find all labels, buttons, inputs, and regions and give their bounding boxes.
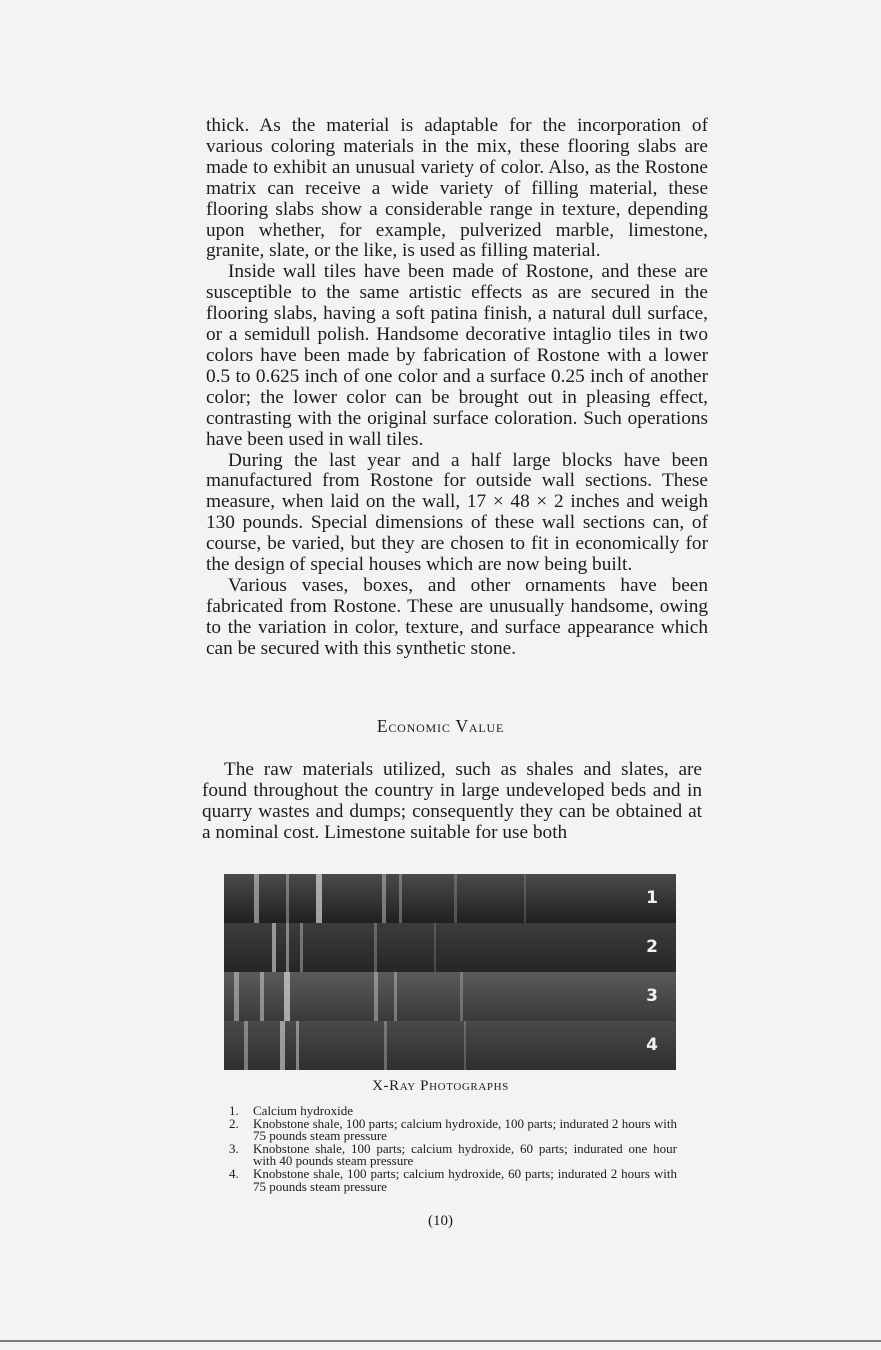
legend-text: Knobstone shale, 100 parts; calcium hydroxide, 60 parts; indurated 2 hours with 75 pounds steam pressure	[253, 1165, 677, 1194]
legend-number: 1.	[229, 1103, 239, 1118]
strip-label-2: 2	[646, 937, 658, 957]
page-number: (10)	[428, 1213, 453, 1229]
legend-number: 2.	[229, 1115, 239, 1131]
section-heading: Economic Value	[376, 716, 505, 736]
legend-text: Knobstone shale, 100 parts; calcium hydroxide, 100 parts; indurated 2 hours with 75 pounds steam pressure	[253, 1115, 677, 1144]
xray-strip-2	[224, 923, 676, 972]
legend-item	[229, 1115, 677, 1144]
paragraph-wall-tiles: Inside wall tiles have been made of Rostone, and these are susceptible to the same artistic effects as are secured in the flooring slabs, having a soft patina finish, a natural dull surface, or a semidull polish. Handsome decorative intaglio tiles in two colors have been made by fabrication of Rostone with a lower 0.5 to 0.625 inch of one color and a surface 0.25 inch of another color; the lower color can be brought out in pleasing effect, contrasting with the original surface coloration. Such operations have been used in wall tiles.	[206, 261, 708, 450]
paragraph-wall-sections: During the last year and a half large blocks have been manufactured from Rostone for outside wall sections. These measure, when laid on the wall, 17 × 48 × 2 inches and weigh 130 pounds. Special dimensions of these wall sections can, of course, be varied, but they are chosen to fit in economically for the design of special houses which are now being built.	[206, 449, 708, 576]
figure-legend	[229, 1105, 677, 1193]
paragraph-economic: The raw materials utilized, such as shales and slates, are found throughout the country in large undeveloped beds and in quarry wastes and dumps; consequently they can be obtained at a nominal cost. Limestone suitable for use both	[202, 759, 702, 843]
paragraph-flooring: thick. As the material is adaptable for the incorporation of various coloring materials in the mix, these flooring slabs are made to exhibit an unusual variety of color. Also, as the Rostone matrix can receive a wide variety of filling material, these flooring slabs show a considerable range in texture, depending upon whether, for example, pulverized marble, limestone, granite, slate, or the like, is used as filling material.	[206, 115, 708, 262]
paragraph-ornaments: Various vases, boxes, and other ornaments have been fabricated from Rostone. These are unusually handsome, owing to the variation in color, texture, and surface appearance which can be secured with this synthetic stone.	[206, 574, 708, 659]
economic-text	[202, 760, 702, 844]
legend-text: Calcium hydroxide	[253, 1103, 354, 1118]
xray-strip-3	[224, 972, 676, 1021]
xray-strip-1	[224, 874, 676, 923]
legend-text: Knobstone shale, 100 parts; calcium hydroxide, 60 parts; indurated one hour with 40 pounds steam pressure	[253, 1140, 677, 1169]
xray-photograph	[224, 874, 676, 1070]
body-text	[206, 116, 708, 660]
xray-strip-4	[224, 1021, 676, 1070]
legend-number: 3.	[229, 1140, 239, 1156]
page-bottom-edge	[0, 1340, 881, 1342]
strip-label-3: 3	[646, 986, 658, 1006]
strip-label-1: 1	[646, 888, 658, 908]
figure-caption: X-Ray Photographs	[372, 1078, 509, 1094]
strip-label-4: 4	[646, 1035, 658, 1055]
legend-item	[229, 1140, 677, 1169]
legend-item	[229, 1165, 677, 1194]
legend-number: 4.	[229, 1165, 239, 1181]
